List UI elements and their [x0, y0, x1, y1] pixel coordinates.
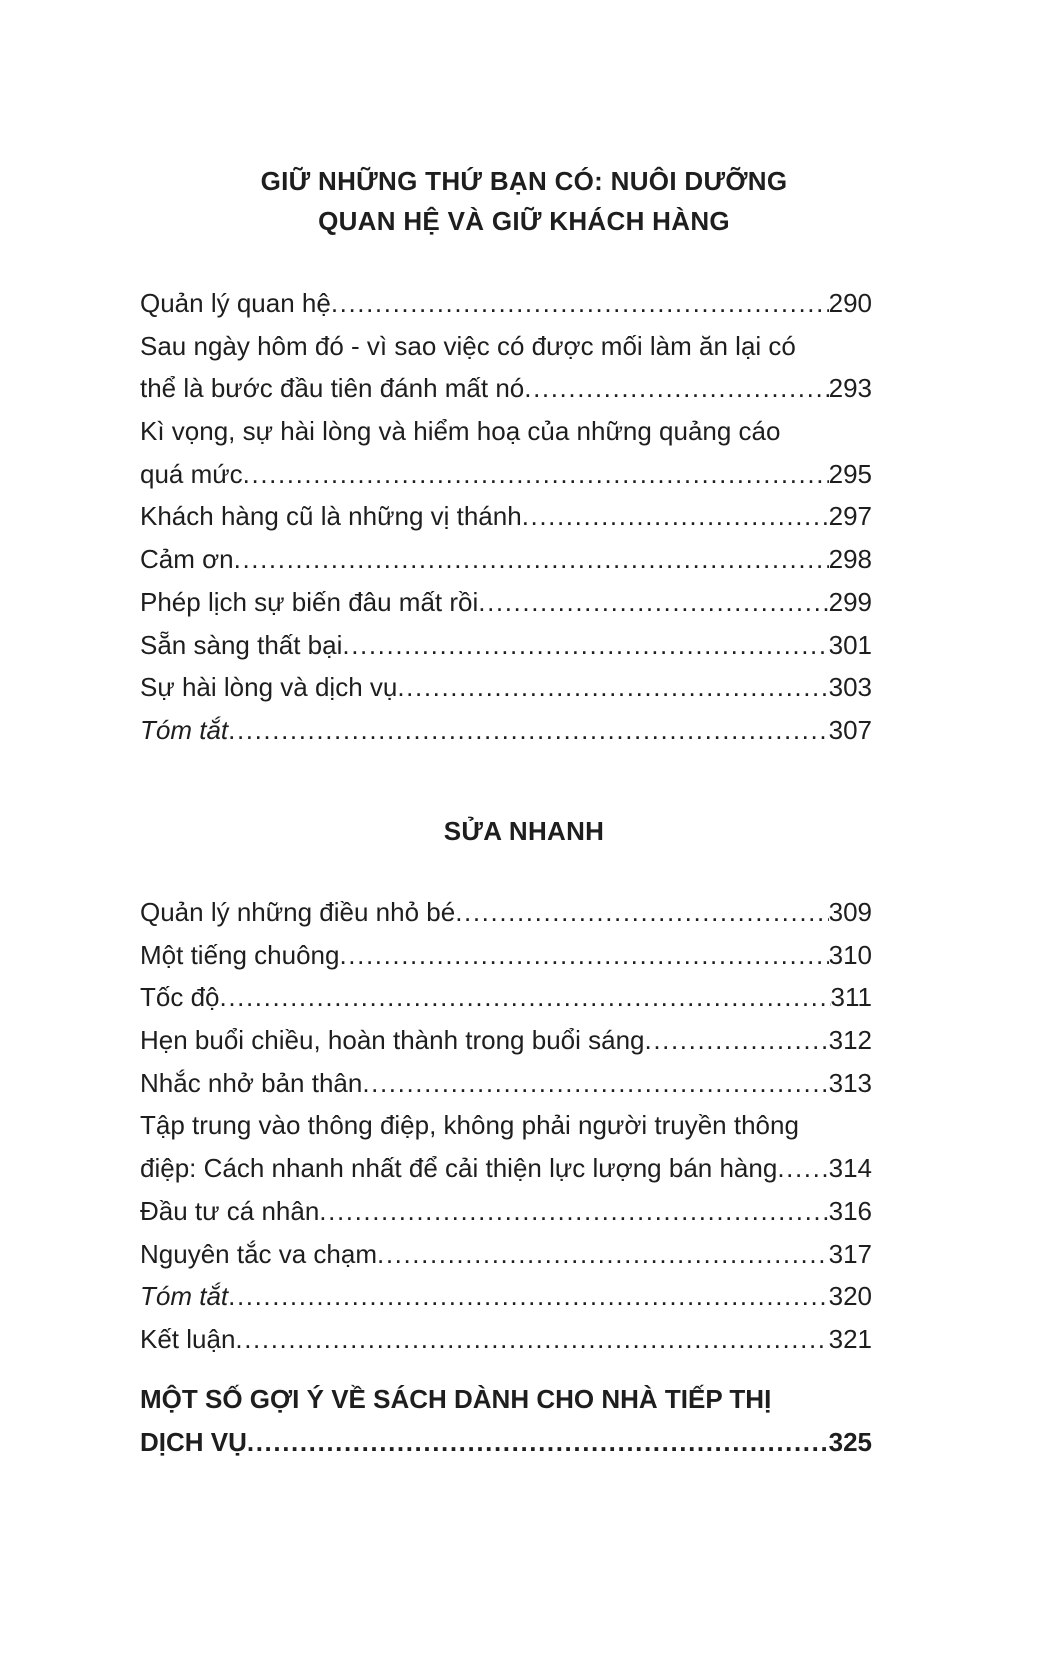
entry-page-number: 307 [828, 714, 872, 745]
entry-title: Cảm ơn [140, 544, 234, 575]
entry-page-number: 312 [828, 1025, 872, 1056]
toc-entry[interactable] [140, 891, 872, 934]
entry-title: quá mức [140, 458, 243, 489]
entry-title: Sẵn sàng thất bại [140, 629, 343, 660]
dot-leader [362, 1062, 828, 1105]
entry-page-number: 293 [828, 373, 872, 404]
toc-entry[interactable] [140, 453, 872, 496]
dot-leader [220, 976, 831, 1019]
entry-title: Một tiếng chuông [140, 939, 340, 970]
entry-page-number: 311 [830, 982, 872, 1013]
entry-title-line: Kì vọng, sự hài lòng và hiểm hoạ của những quảng cáo [140, 416, 781, 447]
entry-page-number: 301 [828, 629, 872, 660]
entry-page-number: 298 [828, 544, 872, 575]
toc-entry[interactable] [140, 282, 872, 325]
toc-entry[interactable] [140, 581, 872, 624]
entry-title: Nguyên tắc va chạm [140, 1238, 378, 1269]
toc-entry[interactable] [140, 976, 872, 1019]
dot-leader [339, 934, 828, 977]
entry-title-line: Tập trung vào thông điệp, không phải người truyền thông [140, 1110, 799, 1141]
entry-page-number: 314 [828, 1153, 872, 1184]
dot-leader [522, 495, 829, 538]
dot-leader [234, 538, 829, 581]
toc-entry[interactable] [140, 666, 872, 709]
toc-entry-first-line[interactable] [140, 1104, 872, 1147]
dot-leader [342, 624, 828, 667]
entry-page-number: 320 [828, 1281, 872, 1312]
toc-entry[interactable] [140, 1062, 872, 1105]
entry-page-number: 310 [828, 939, 872, 970]
entry-page-number: 316 [828, 1195, 872, 1226]
dot-leader [524, 367, 828, 410]
toc-entry-first-line[interactable] [140, 1378, 872, 1421]
dot-leader [319, 1190, 828, 1233]
entry-page-number: 290 [828, 288, 872, 318]
entry-title: Tốc độ [140, 982, 220, 1013]
entry-page-number: 309 [828, 897, 872, 927]
entry-title: điệp: Cách nhanh nhất để cải thiện lực lượng bán hàng [140, 1153, 778, 1184]
entry-title: Phép lịch sự biến đâu mất rồi [140, 586, 479, 617]
entry-title: Tóm tắt [140, 1281, 229, 1312]
section-heading-line-2: QUAN HỆ VÀ GIỮ KHÁCH HÀNG [318, 206, 730, 236]
dot-leader [331, 282, 829, 325]
entry-title: Tóm tắt [140, 714, 229, 745]
toc-entry[interactable] [140, 1318, 872, 1361]
entry-title-line: Sau ngày hôm đó - vì sao việc có được mối làm ăn lại có [140, 330, 796, 361]
section-entries [140, 1378, 872, 1463]
toc-entry[interactable] [140, 1233, 872, 1276]
dot-leader [397, 666, 828, 709]
entry-page-number: 295 [828, 458, 872, 489]
dot-leader [455, 891, 828, 934]
entry-page-number: 303 [828, 672, 872, 703]
toc-entry[interactable] [140, 1421, 872, 1464]
section-heading-line-1: GIỮ NHỮNG THỨ BẠN CÓ: NUÔI DƯỠNG [260, 166, 788, 196]
entry-page-number: 325 [828, 1426, 872, 1457]
toc-entry[interactable] [140, 1275, 872, 1318]
dot-leader [478, 581, 828, 624]
toc-entry[interactable] [140, 1147, 872, 1190]
dot-leader [243, 453, 829, 496]
entry-page-number: 321 [828, 1323, 872, 1354]
toc-entry[interactable] [140, 1190, 872, 1233]
entry-title: DỊCH VỤ [140, 1426, 247, 1457]
dot-leader [228, 1275, 828, 1318]
section-entries [140, 891, 872, 1361]
entry-page-number: 313 [828, 1067, 872, 1098]
toc-entry[interactable] [140, 624, 872, 667]
entry-page-number: 297 [828, 501, 872, 532]
section-heading: SỬA NHANH [443, 816, 605, 846]
entry-title: Hẹn buổi chiều, hoàn thành trong buổi sáng [140, 1025, 645, 1056]
entry-page-number: 317 [828, 1238, 872, 1269]
entry-title: Quản lý quan hệ [140, 288, 331, 318]
entry-title: Khách hàng cũ là những vị thánh [140, 501, 522, 532]
entry-title: Đầu tư cá nhân [140, 1195, 320, 1226]
toc-entry[interactable] [140, 709, 872, 752]
toc-entry[interactable] [140, 934, 872, 977]
entry-title: Kết luận [140, 1323, 236, 1354]
entry-page-number: 299 [828, 586, 872, 617]
entry-title: Sự hài lòng và dịch vụ [140, 672, 398, 703]
entry-title-line: MỘT SỐ GỢI Ý VỀ SÁCH DÀNH CHO NHÀ TIẾP THỊ [140, 1384, 772, 1414]
dot-leader [235, 1318, 828, 1361]
dot-leader [377, 1233, 829, 1276]
toc-entry[interactable] [140, 538, 872, 581]
entry-title: Nhắc nhở bản thân [140, 1067, 363, 1098]
toc-entry[interactable] [140, 495, 872, 538]
entry-title: Quản lý những điều nhỏ bé [140, 897, 456, 927]
toc-entry-first-line[interactable] [140, 325, 872, 368]
toc-entry[interactable] [140, 367, 872, 410]
section-entries [140, 282, 872, 752]
dot-leader [645, 1019, 829, 1062]
toc-entry-first-line[interactable] [140, 410, 872, 453]
dot-leader [228, 709, 828, 752]
toc-entry[interactable] [140, 1019, 872, 1062]
entry-title: thể là bước đầu tiên đánh mất nó [140, 373, 525, 404]
dot-leader [247, 1421, 829, 1464]
dot-leader [777, 1147, 828, 1190]
